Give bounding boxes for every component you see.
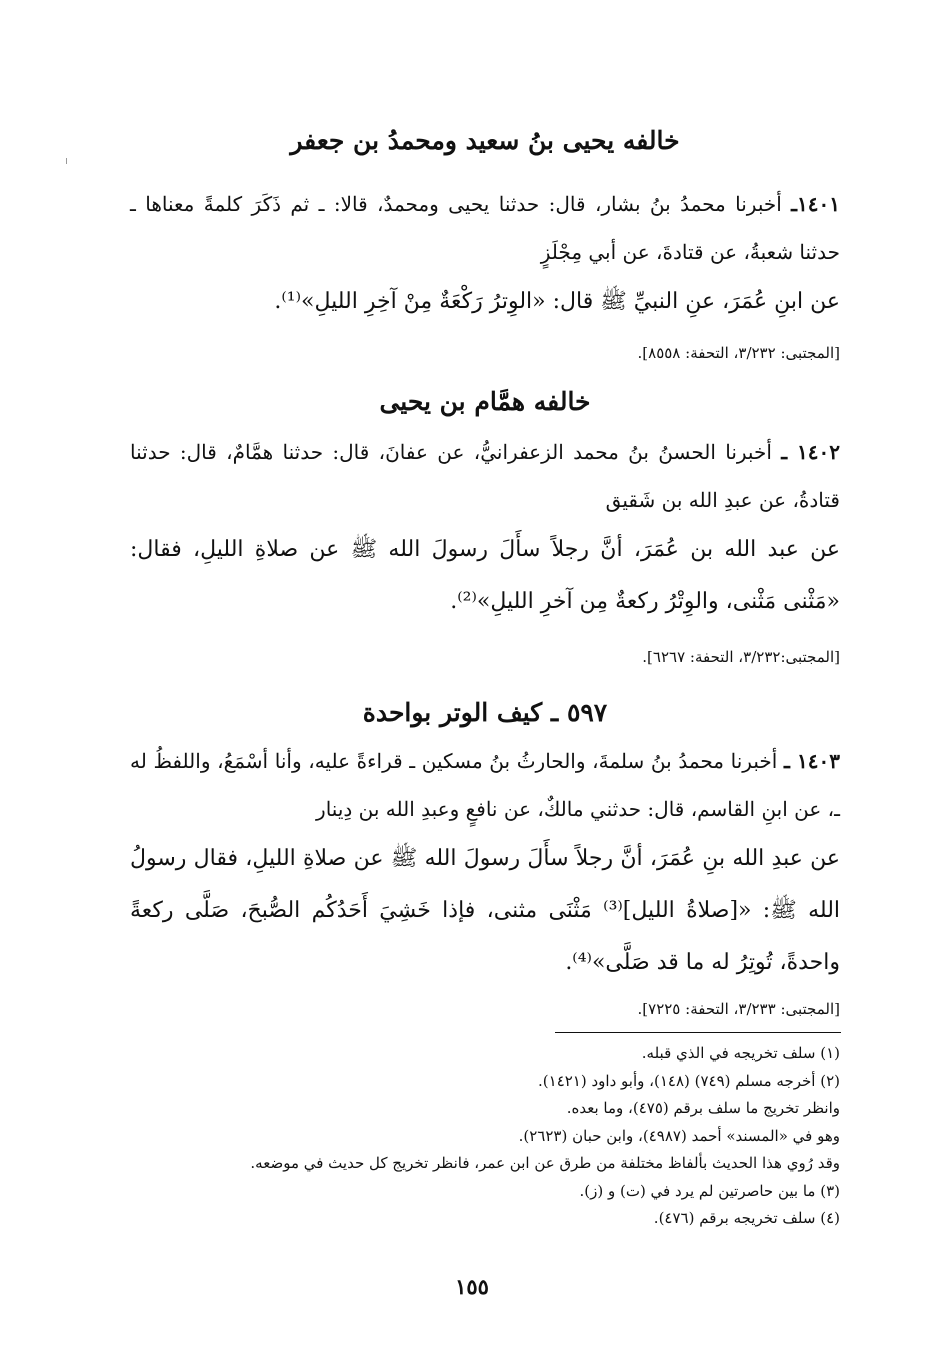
hadith-1402	[130, 428, 840, 628]
hadith-number: ١٤٠٢ ـ	[781, 440, 841, 464]
isnad-text: أخبرنا محمدُ بنُ سلمةَ، والحارثُ بنُ مسكين ـ قراءةً عليه، وأنا أسْمَعُ، واللفظُ له ـ، عن ابنِ القاسم، قال: حدثني مالكٌ، عن نافعٍ وعبدِ الله بن دِينار	[130, 749, 840, 821]
section-heading-2: خالفه همَّام بن يحيى	[379, 387, 591, 416]
isnad-text: أخبرنا الحسنُ بنُ محمد الزعفرانيُّ، عن عفانَ، قال: حدثنا همَّامٌ، قال: حدثنا قتادةُ، عن عبدِ الله بن شَقيق	[130, 440, 840, 512]
footnote-line: (١) سلف تخريجه في الذي قبله.	[641, 1044, 840, 1062]
isnad-text: أخبرنا محمدُ بنُ بشار، قال: حدثنا يحيى ومحمدٌ، قالا: ـ ثم ذَكَرَ كلمةً معناها ـ حدثنا شعبةُ، عن قتادةَ، عن أبي مِجْلَزٍ	[130, 192, 840, 264]
reference-1401: [المجتبى: ٣/٢٣٢، التحفة: ٨٥٥٨].	[637, 344, 840, 362]
hadith-matn: عن عبدِ الله بنِ عُمَرَ، أنَّ رجلاً سأَلَ رسولَ الله ﷺ عن صلاةِ الليلِ، فقال رسولُ الله ﷺ: «[صلاةُ الليل]⁽³⁾ مَثْنَى مثنى، فإذا خَشِيَ أَحَدُكُم الصُّبحَ، صَلَّى ركعةً واحدةً، تُوتِرُ له ما قد صَلَّى»⁽⁴⁾.	[130, 846, 841, 975]
footnote-line: وقد رُوي هذا الحديث بألفاظ مختلفة من طرق عن ابن عمر، فانظر تخريج كل حديث في موضعه.	[250, 1154, 840, 1172]
hadith-number: ١٤٠١ـ	[791, 192, 840, 216]
footnote-line: وانظر تخريج ما سلف برقم (٤٧٥)، وما بعده.	[566, 1099, 840, 1117]
hadith-number: ١٤٠٣ ـ	[783, 749, 841, 773]
page-number: ١٥٥	[455, 1274, 489, 1299]
footnote-line: (٣) ما بين حاصرتين لم يرد في (ت) و (ز).	[579, 1181, 840, 1200]
hadith-matn: عن عبد الله بن عُمَرَ، أنَّ رجلاً سأَلَ رسولَ الله ﷺ عن صلاةِ الليلِ، فقال: «مَثْنى مَثْنى، والوِتْرُ ركعةٌ مِن آخرِ الليلِ»⁽²⁾.	[130, 537, 840, 614]
hadith-1401	[130, 180, 840, 328]
section-heading-3: ٥٩٧ ـ كيف الوتر بواحدة	[362, 698, 608, 727]
footnote-divider	[555, 1032, 841, 1033]
footnote-line: (٤) سلف تخريجه برقم (٤٧٦).	[653, 1209, 840, 1227]
hadith-isnad	[130, 428, 840, 524]
scan-mark	[66, 158, 67, 164]
hadith-matn: عن ابنِ عُمَرَ، عنِ النبيِّ ﷺ قال: «الوِترُ رَكْعَةٌ مِنْ آخِرِ الليلِ»⁽¹⁾.	[274, 289, 840, 314]
footnote-line: (٢) أخرجه مسلم (٧٤٩) (١٤٨)، وأبو داود (١٤٢١).	[538, 1071, 840, 1090]
hadith-1403	[130, 737, 840, 989]
footnotes	[130, 1040, 840, 1233]
hadith-isnad	[130, 180, 840, 276]
footnote-line: وهو في «المسند» أحمد (٤٩٨٧)، وابن حبان (٢٦٢٣).	[518, 1126, 840, 1145]
reference-1402: [المجتبى:٣/٢٣٢، التحفة: ٦٢٦٧].	[642, 648, 840, 666]
hadith-isnad	[130, 737, 840, 833]
reference-1403: [المجتبى: ٣/٢٣٣، التحفة: ٧٢٢٥].	[637, 1000, 840, 1018]
section-heading-1: خالفه يحيى بنُ سعيد ومحمدُ بن جعفر	[290, 126, 680, 155]
